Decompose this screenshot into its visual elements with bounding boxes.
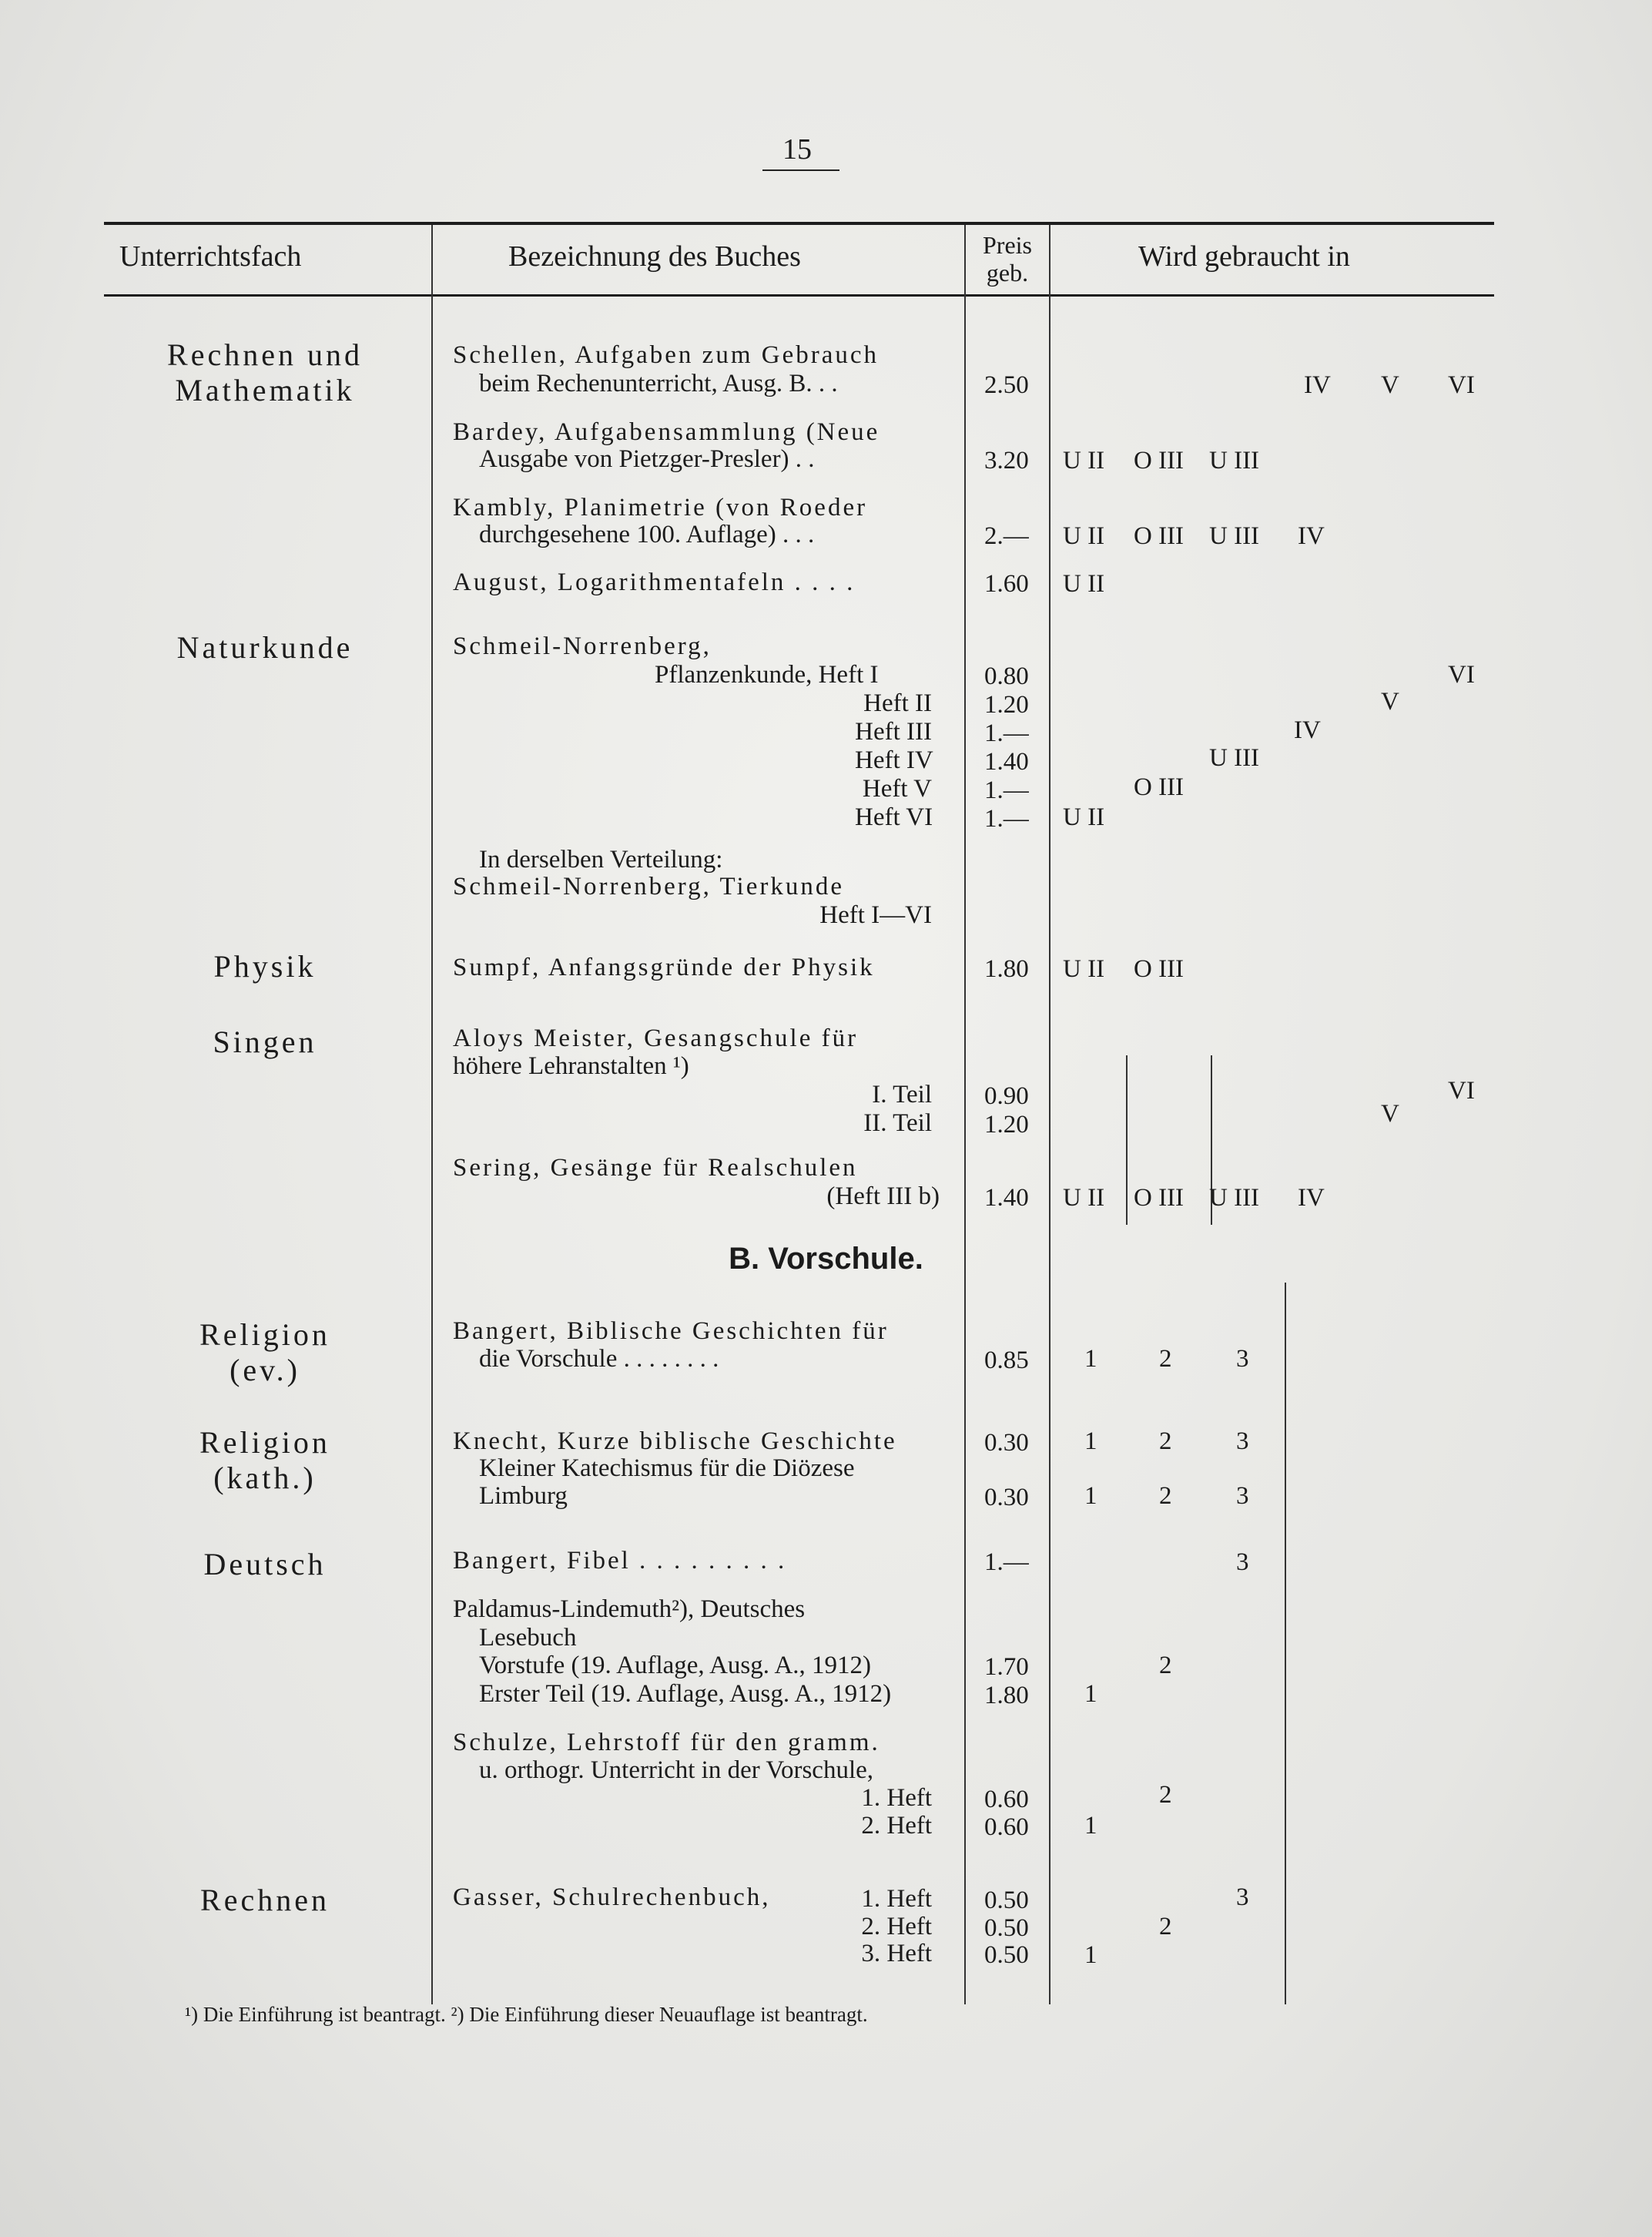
class-cell: IV [1298, 522, 1325, 550]
class-cell: U III [1209, 744, 1260, 772]
book-gasser: Gasser, Schulrechenbuch, [453, 1883, 771, 1911]
price: 0.90 [984, 1082, 1029, 1110]
class-cell: 1 [1084, 1427, 1097, 1455]
column-line-subject [431, 225, 433, 2004]
class-cell: V [1381, 688, 1399, 716]
heft: Heft V [862, 775, 932, 803]
header-used-in: Wird gebraucht in [1138, 240, 1350, 273]
class-cell: VI [1448, 371, 1475, 399]
price: 2.— [984, 522, 1029, 550]
class-cell: O III [1134, 955, 1185, 983]
book-bardey-cont: Ausgabe von Pietzger-Presler) . . [479, 445, 815, 473]
book-katechismus-cont: Limburg [479, 1482, 568, 1510]
price: 1.— [984, 719, 1029, 747]
price: 1.— [984, 805, 1029, 833]
price: 0.50 [984, 1914, 1029, 1942]
class-cell: 2 [1159, 1781, 1172, 1809]
class-cell: 1 [1084, 1941, 1097, 1969]
book-bangert-cont: die Vorschule . . . . . . . . [479, 1345, 719, 1373]
class-cell: IV [1294, 716, 1321, 744]
price: 0.30 [984, 1429, 1029, 1457]
book-tierkunde: Schmeil-Norrenberg, Tierkunde [453, 873, 844, 901]
class-cell: VI [1448, 1077, 1475, 1105]
header-price-line1: Preis [983, 231, 1032, 259]
class-cell: U II [1063, 803, 1105, 831]
class-cell: 1 [1084, 1482, 1097, 1510]
class-cell: 1 [1084, 1345, 1097, 1373]
heft: 1. Heft [861, 1784, 932, 1812]
class-cell: 3 [1236, 1345, 1249, 1373]
price: 1.70 [984, 1653, 1029, 1681]
heft: Heft I—VI [819, 901, 932, 929]
class-cell: 3 [1236, 1883, 1249, 1911]
header-bottom-rule [104, 294, 1494, 297]
book-paldamus: Paldamus-Lindemuth²), Deutsches [453, 1595, 806, 1623]
price: 1.20 [984, 1111, 1029, 1139]
header-price-line2: geb. [986, 259, 1029, 287]
book-august: August, Logarithmentafeln . . . . [453, 568, 856, 596]
book-bardey: Bardey, Aufgabensammlung (Neue [453, 418, 880, 446]
book-schmeil: Schmeil-Norrenberg, [453, 632, 712, 660]
book-schellen-cont: beim Rechenunterricht, Ausg. B. . . [479, 370, 838, 397]
book-erster-teil: Erster Teil (19. Auflage, Ausg. A., 1912) [479, 1680, 892, 1708]
header-top-rule [104, 222, 1494, 225]
price: 0.80 [984, 662, 1029, 690]
price: 1.20 [984, 691, 1029, 719]
column-line-class-3 [1285, 1283, 1286, 2004]
class-cell: 1 [1084, 1680, 1097, 1708]
class-cell: U II [1063, 447, 1105, 475]
class-cell: 2 [1159, 1345, 1172, 1373]
class-cell: IV [1304, 371, 1331, 399]
subject-line: Religion [199, 1425, 330, 1460]
price: 3.20 [984, 447, 1029, 475]
price: 1.40 [984, 748, 1029, 776]
heft: Heft II [863, 689, 932, 717]
column-line-book [964, 225, 966, 2004]
class-cell: U II [1063, 522, 1105, 550]
class-cell: 2 [1159, 1482, 1172, 1510]
book-vorstufe: Vorstufe (19. Auflage, Ausg. A., 1912) [479, 1652, 872, 1679]
book-fibel: Bangert, Fibel . . . . . . . . . [453, 1547, 787, 1575]
book-kambly-cont: durchgesehene 100. Auflage) . . . [479, 521, 815, 548]
price: 0.60 [984, 1813, 1029, 1841]
book-sumpf: Sumpf, Anfangsgründe der Physik [453, 954, 875, 981]
price: 1.40 [984, 1184, 1029, 1212]
price: 0.85 [984, 1347, 1029, 1374]
class-cell: U II [1063, 570, 1105, 598]
book-paldamus-cont: Lesebuch [479, 1624, 577, 1652]
heft: Heft VI [855, 803, 933, 831]
subject-deutsch: Deutsch [203, 1547, 327, 1581]
column-line-price [1049, 225, 1051, 2004]
verteilung-note: In derselben Verteilung: [479, 846, 723, 874]
class-cell: U III [1209, 522, 1260, 550]
class-cell: 2 [1159, 1652, 1172, 1679]
subject-line: Mathematik [175, 373, 355, 407]
section-b-title: B. Vorschule. [729, 1242, 923, 1276]
book-meister-cont: höhere Lehranstalten ¹) [453, 1052, 689, 1080]
heft: 1. Heft [861, 1885, 932, 1913]
book-schellen: Schellen, Aufgaben zum Gebrauch [453, 341, 880, 369]
subject-rechnen-mathematik [96, 337, 434, 408]
teil: II. Teil [863, 1109, 932, 1137]
class-cell: U III [1209, 447, 1260, 475]
class-cell: U II [1063, 955, 1105, 983]
heft: Heft IV [855, 746, 933, 774]
price: 1.60 [984, 570, 1029, 598]
header-price [967, 231, 1047, 287]
class-cell: 3 [1236, 1427, 1249, 1455]
subject-line: (ev.) [230, 1353, 300, 1387]
class-cell: 2 [1159, 1427, 1172, 1455]
subject-line: Rechnen und [167, 337, 363, 372]
book-katechismus: Kleiner Katechismus für die Diözese [479, 1454, 855, 1482]
book-sering-cont: (Heft III b) [826, 1182, 940, 1210]
subject-line: (kath.) [213, 1461, 317, 1495]
book-sering: Sering, Gesänge für Realschulen [453, 1154, 858, 1182]
class-cell: 2 [1159, 1913, 1172, 1940]
price: 1.80 [984, 1682, 1029, 1709]
price: 0.50 [984, 1941, 1029, 1969]
heft: Heft III [855, 718, 932, 746]
book-schulze: Schulze, Lehrstoff für den gramm. [453, 1729, 880, 1756]
class-cell: O III [1134, 522, 1185, 550]
header-book: Bezeichnung des Buches [508, 240, 801, 273]
book-knecht: Knecht, Kurze biblische Geschichte [453, 1427, 897, 1455]
class-cell: 3 [1236, 1548, 1249, 1576]
heft: 2. Heft [861, 1913, 932, 1940]
class-cell: V [1381, 371, 1399, 399]
price: 0.60 [984, 1786, 1029, 1813]
price: 2.50 [984, 371, 1029, 399]
heft: 2. Heft [861, 1812, 932, 1840]
header-subject: Unterrichtsfach [119, 240, 302, 273]
class-cell: U III [1209, 1184, 1260, 1212]
class-cell: 3 [1236, 1482, 1249, 1510]
class-cell: 1 [1084, 1812, 1097, 1840]
teil: I. Teil [872, 1081, 932, 1108]
subject-naturkunde: Naturkunde [176, 630, 354, 665]
book-kambly: Kambly, Planimetrie (von Roeder [453, 494, 868, 522]
subject-singen: Singen [213, 1025, 317, 1059]
class-cell: IV [1298, 1184, 1325, 1212]
subject-line: Religion [199, 1317, 330, 1352]
class-cell: O III [1134, 773, 1185, 801]
subject-rechnen: Rechnen [200, 1883, 330, 1917]
class-cell: O III [1134, 1184, 1185, 1212]
heft: 3. Heft [861, 1940, 932, 1967]
page-number-rule [762, 169, 839, 171]
page-number: 15 [782, 133, 812, 166]
book-bangert-biblische: Bangert, Biblische Geschichten für [453, 1317, 889, 1345]
subject-religion-kath [96, 1425, 434, 1496]
price: 0.50 [984, 1887, 1029, 1914]
class-cell: V [1381, 1100, 1399, 1128]
subject-physik: Physik [213, 949, 317, 984]
book-meister: Aloys Meister, Gesangschule für [453, 1025, 859, 1052]
book-schulze-cont: u. orthogr. Unterricht in der Vorschule, [479, 1756, 874, 1784]
book-pflanzenkunde: Pflanzenkunde, Heft I [655, 661, 879, 689]
column-line-class-1 [1126, 1055, 1128, 1225]
class-cell: O III [1134, 447, 1185, 475]
price: 1.— [984, 1548, 1029, 1576]
price: 1.80 [984, 955, 1029, 983]
price: 1.— [984, 776, 1029, 804]
footnote: ¹) Die Einführung ist beantragt. ²) Die Einführung dieser Neuauflage ist beantragt. [185, 2003, 868, 2026]
class-cell: U II [1063, 1184, 1105, 1212]
class-cell: VI [1448, 661, 1475, 689]
subject-religion-ev [96, 1317, 434, 1388]
price: 0.30 [984, 1484, 1029, 1511]
